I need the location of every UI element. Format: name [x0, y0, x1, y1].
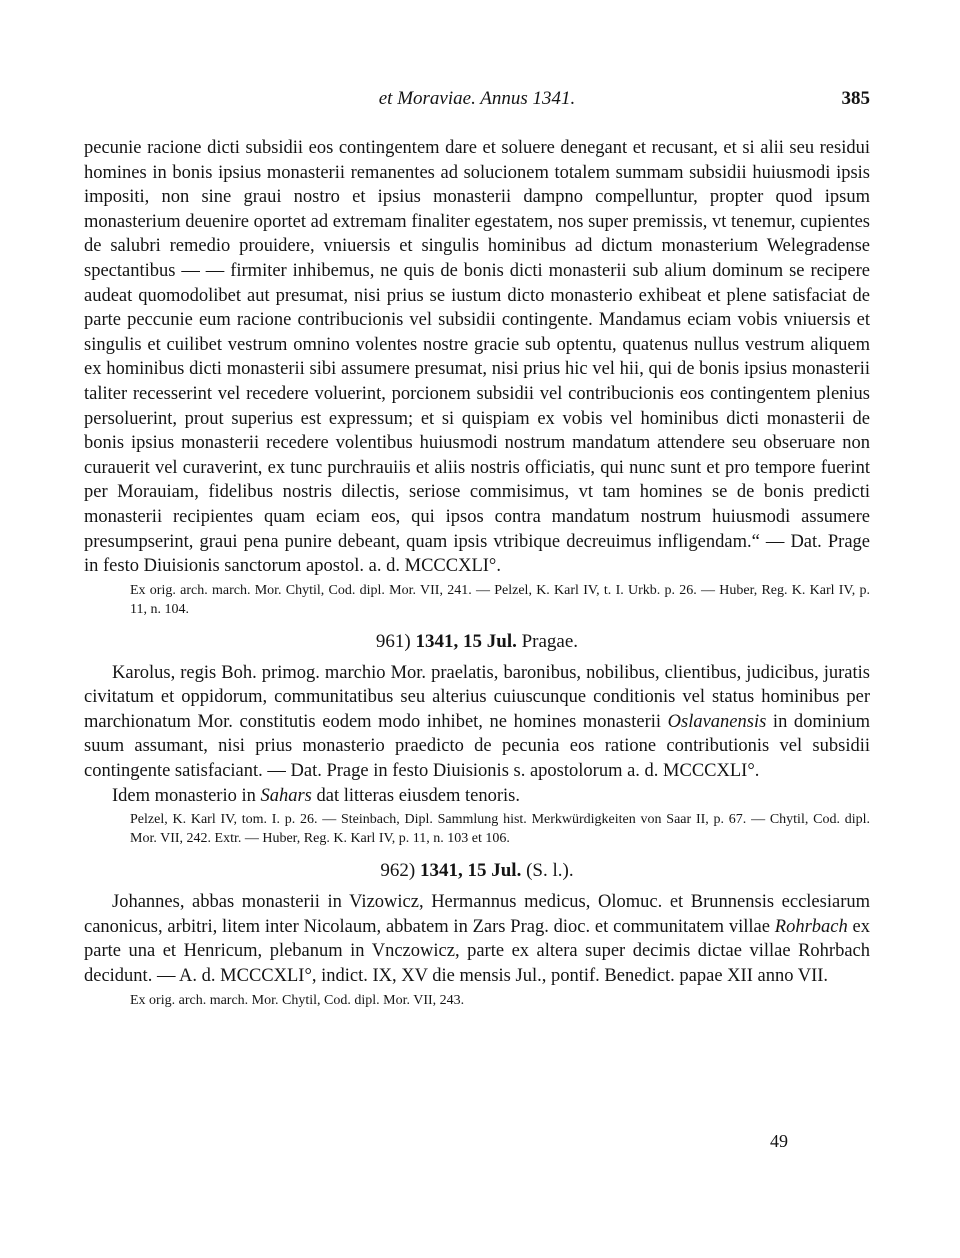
page-body — [84, 136, 870, 1010]
doc-962-heading — [84, 860, 870, 882]
doc-962-number: 962) — [380, 860, 416, 882]
doc-962-date: 1341, 15 Jul. — [419, 860, 522, 882]
doc-962-source: Ex orig. arch. march. Mor. Chytil, Cod. dipl. Mor. VII, 243. — [130, 992, 465, 1008]
doc-962-text-b: ex parte una et Henricum, plebanum in Vnczowicz, parte ex altera super decimis dictae villae Rohrbach decidunt. — A. d. MCCCXLI°, indict. IX, XV die mensis Jul., pontif. Benedict. papae XII anno VII. — [84, 916, 871, 987]
doc-961-date: 1341, 15 Jul. — [415, 630, 517, 652]
doc-960-source: Ex orig. arch. march. Mor. Chytil, Cod. dipl. Mor. VII, 241. — Pelzel, K. Karl IV, t. I. Urkb. p. 26. — Huber, Reg. K. Karl IV, p. 11, n. 104. — [130, 582, 870, 617]
doc-961-heading — [84, 631, 870, 653]
doc-961-idem-b: dat litteras eiusdem tenoris. — [311, 785, 520, 806]
doc-962-place: (S. l.). — [526, 860, 574, 882]
doc-960-text: pecunie racione dicti subsidii eos contingentem dare et soluere denegant et recusant, et si alii seu residui homines in bonis ipsius monasterii remanentes ad solucionem totalem summam subsidii huiusmodi ipsis impositi, non sine graui nostro et ipsius monasterii dampno compelluntur, propter quod ipsum monasterium deuenire oportet ad extremam finaliter egestatem, nos super premissis, vt tenemur, cupientes de salubri remedio prouidere, vniuersis et singulis hominibus ad dictum monasterium Welegradense spectantibus — — firmiter inhibemus, ne quis de bonis dicti monasterii sub alium dominum se recipere audeat quomodolibet aut presumat, nisi prius se iustum dicto monasterio exhibeat et plene satisfaciat de parte peccunie eum racione contribucionis vel subsidii contingente. Mandamus eciam vobis vniuersis et singulis et cuilibet vestrum omnino volentes nostre gracie sub optentu, quatenus nullus vestrum aliquem ex hominibus dicti monasterii sibi assumere presumat, nisi prius hic vel hii, qui de bonis ipsius monasterii taliter recesserint vel recedere voluerint, porcionem subsidii vel contribucionis eos contingentem plenius persoluerint, prout superius est expressum; et si quispiam ex vobis vel hominibus dicti monasterii de bonis ipsius monasterii recedere volentibus huiusmodi nostrum mandatum attendere seu obseruare non curauerit vel curaverint, ex tunc purchrauiis et aliis nostris officiatis, qui nunc sunt et pro tempore fuerint per Morauiam, fidelibus nostris dilectis, seriose commisimus, vt tam homines se de bonis predicti monasterii recipientes quam eciam eos, qui ipsos contra mandatum nostrum huiusmodi assumere presumpserint, graui pena punire debeant, quam ipsis vtribique decreuimus infligendam.“ — Dat. Prage in festo Diuisionis sanctorum apostol. a. d. MCCCXLI°. — [84, 138, 870, 577]
doc-961-text-b: in dominium suum assumant, nisi prius monasterio praedicto de pecunia eos ratione contributionis vel subsidii contingente satisfaciant. — Dat. Prage in festo Diuisionis s. apostolorum a. d. MCCCXLI°. — [84, 711, 870, 782]
doc-961-idem-italic: Sahars — [260, 785, 312, 806]
doc-962-text — [84, 890, 870, 988]
running-title: et Moraviae. Annus 1341. — [378, 88, 576, 109]
doc-961-italic-name: Oslavanensis — [667, 711, 767, 732]
doc-961-text-a: Karolus, regis Boh. primog. marchio Mor. praelatis, baronibus, nobilibus, clientibus, judicibus, juratis civitatum et oppidorum, communitatibus seu alterius cuiuscunque conditionis vel status hominibus per marchionatum Mor. constitutis eodem modo inhibet, ne homines monasterii — [84, 662, 870, 732]
doc-961-idem — [84, 784, 870, 809]
doc-961-number: 961) — [375, 630, 411, 652]
signature-mark: 49 — [770, 1131, 788, 1151]
doc-961-idem-a: Idem monasterio in — [112, 785, 261, 806]
doc-961-place: Pragae. — [521, 630, 579, 652]
page-header — [84, 88, 870, 114]
doc-962-text-a: Johannes, abbas monasterii in Vizowicz, Hermannus medicus, Olomuc. et Brunnensis ecclesiarum canonicus, arbitri, litem inter Nicolaum, abbatem in Zars Prag. dioc. et communitatem villae — [84, 892, 870, 937]
doc-961-source: Pelzel, K. Karl IV, tom. I. p. 26. — Steinbach, Dipl. Sammlung hist. Merkwürdigkeiten von Saar II, p. 67. — Chytil, Cod. dipl. Mor. VII, 242. Extr. — Huber, Reg. K. Karl IV, p. 11, n. 103 et 106. — [130, 812, 870, 847]
doc-962-italic-name: Rohrbach — [774, 916, 848, 937]
page-number: 385 — [841, 88, 870, 109]
doc-961-text — [84, 661, 870, 784]
